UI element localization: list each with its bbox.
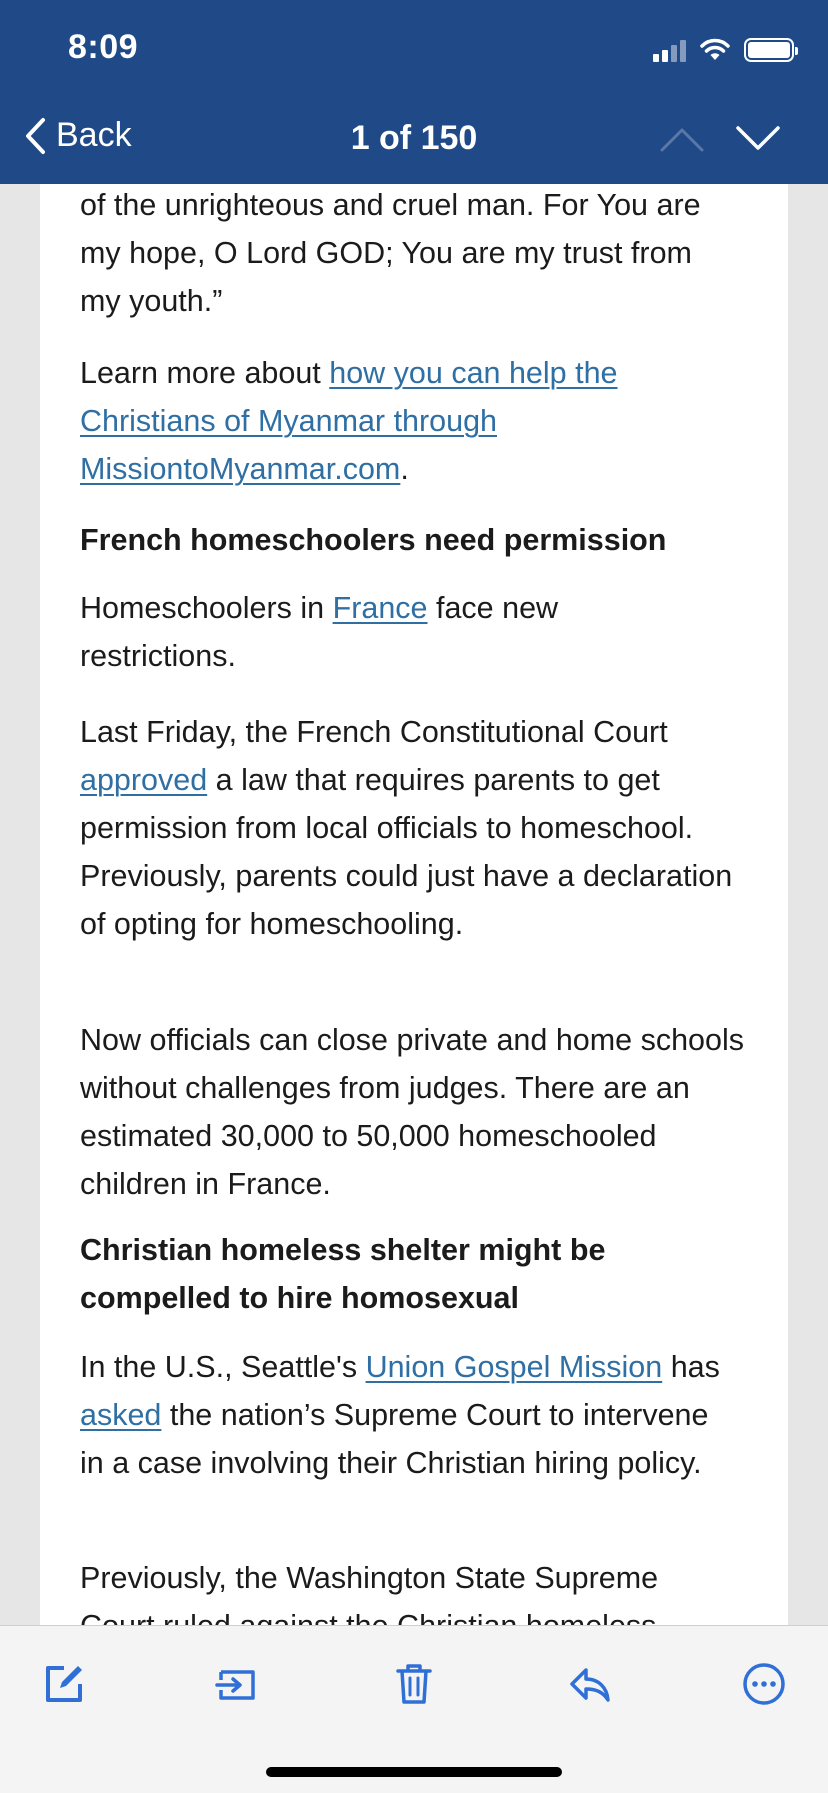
paragraph-washington-court: Previously, the Washington State Supreme xyxy=(80,1561,659,1595)
trash-button[interactable] xyxy=(386,1656,442,1712)
paragraph-learn-more: Learn more about how you can help the Christians of Myanmar through MissiontoMyanmar.com. xyxy=(80,356,618,486)
trash-icon xyxy=(390,1660,438,1708)
cellular-signal-icon xyxy=(653,38,686,62)
battery-icon xyxy=(744,38,794,62)
heading-homeless-shelter: Christian homeless shelter might be compelled to hire homosexual xyxy=(80,1233,606,1315)
paragraph-officials-close: Now officials can close private and home schools without challenges from judges. There are an estimated 30,000 to 50,000 homeschooled children in France. xyxy=(80,1023,745,1201)
compose-icon xyxy=(40,1660,88,1708)
link-mission-to-myanmar[interactable]: how you can help the Christians of Myanmar through MissiontoMyanmar.com xyxy=(80,356,618,486)
wifi-icon xyxy=(700,38,730,62)
chevron-up-icon xyxy=(658,118,706,158)
next-message-button[interactable] xyxy=(734,118,782,158)
more-icon xyxy=(740,1660,788,1708)
status-icons xyxy=(653,34,794,66)
compose-button[interactable] xyxy=(36,1656,92,1712)
link-france[interactable]: France xyxy=(332,591,428,625)
paragraph-psalm: of the unrighteous and cruel man. For You are my hope, O Lord GOD; You are my trust from my youth.” xyxy=(80,188,701,318)
email-body xyxy=(80,184,750,1625)
message-position: 1 of 150 xyxy=(350,119,478,157)
previous-message-button[interactable] xyxy=(658,118,706,158)
chevron-down-icon xyxy=(734,118,782,158)
status-time: 8:09 xyxy=(68,28,139,66)
navigation-header xyxy=(0,0,828,184)
home-indicator[interactable] xyxy=(266,1767,562,1777)
link-asked[interactable]: asked xyxy=(80,1398,162,1432)
back-label: Back xyxy=(56,116,132,154)
move-icon xyxy=(213,1660,261,1708)
reply-button[interactable] xyxy=(562,1656,618,1712)
link-approved[interactable]: approved xyxy=(80,763,208,797)
link-union-gospel-mission[interactable]: Union Gospel Mission xyxy=(365,1350,663,1384)
more-button[interactable] xyxy=(736,1656,792,1712)
bottom-toolbar xyxy=(0,1625,828,1793)
paragraph-constitutional-court: Last Friday, the French Constitutional Court approved a law that requires parents to get permission from local officials to homeschool. Previously, parents could just have a declaration of opting for homeschooling. xyxy=(80,715,733,941)
heading-french-homeschoolers: French homeschoolers need permission xyxy=(80,523,667,557)
move-button[interactable] xyxy=(209,1656,265,1712)
reply-icon xyxy=(566,1660,614,1708)
paragraph-union-gospel: In the U.S., Seattle's Union Gospel Mission has asked the nation’s Supreme Court to intervene in a case involving their Christian hiring policy. xyxy=(80,1350,720,1480)
paragraph-homeschoolers-france: Homeschoolers in France face new restrictions. xyxy=(80,591,559,673)
